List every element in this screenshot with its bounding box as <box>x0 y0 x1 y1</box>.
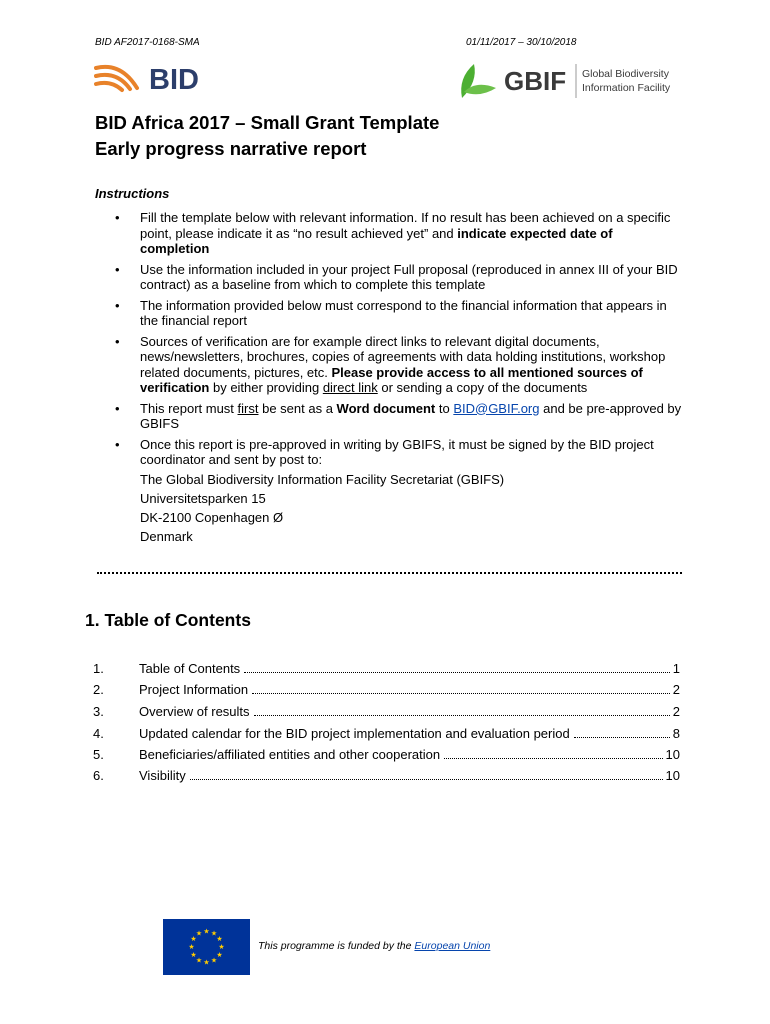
eu-flag <box>163 919 250 975</box>
toc-entry[interactable]: 2. Project Information 2 <box>93 682 680 697</box>
bid-logo <box>93 58 213 98</box>
svg-text:★: ★ <box>188 943 195 951</box>
svg-text:★: ★ <box>190 935 197 943</box>
gbif-logo-text: GBIF <box>504 66 567 96</box>
list-item: • Sources of verification are for example direct links to relevant digital documents, news/newsletters, brochures, copies of agreements with data holding institutions, workshop related documents, pictures, etc. Please provide access to all mentioned sources of verification by either providing direct link or sending a copy of the documents <box>115 333 666 395</box>
svg-text:★: ★ <box>195 929 203 938</box>
instructions-heading: Instructions <box>95 186 170 201</box>
reporting-period: 01/11/2017 – 30/10/2018 <box>466 37 577 48</box>
svg-text:★: ★ <box>216 951 223 959</box>
gbif-logo <box>456 58 678 104</box>
svg-text:★: ★ <box>203 958 210 967</box>
list-item: • The information provided below must correspond to the financial information that appears in the financial report <box>115 297 667 328</box>
european-union-link[interactable]: European Union <box>414 940 491 952</box>
svg-text:★: ★ <box>210 929 218 938</box>
bid-logo-text: BID <box>149 64 199 96</box>
toc-entry[interactable]: 5. Beneficiaries/affiliated entities and other cooperation 10 <box>93 747 680 762</box>
list-item: • This report must first be sent as a Word document to BID@GBIF.org and be pre-approved by GBIFS <box>115 400 682 431</box>
svg-text:★: ★ <box>195 956 203 965</box>
toc-heading: 1. Table of Contents <box>85 610 251 630</box>
toc-entry[interactable]: 3. Overview of results 2 <box>93 704 680 719</box>
instructions-list <box>95 210 685 551</box>
email-link[interactable]: BID@GBIF.org <box>453 400 540 416</box>
document-subtitle: Early progress narrative report <box>95 138 367 159</box>
list-item: • Once this report is pre-approved in writing by GBIFS, it must be signed by the BID project coordinator and sent by post to: The Global Biodiversity Information Facility Secretariat (GBIFS) Universitetsparken 15 DK-2100 Copenhagen Ø Denmark <box>95 437 685 546</box>
svg-text:★: ★ <box>203 927 210 936</box>
svg-text:★: ★ <box>216 935 223 943</box>
document-reference: BID AF2017-0168-SMA <box>95 37 200 48</box>
svg-text:★: ★ <box>218 943 225 951</box>
toc-entry[interactable]: 4. Updated calendar for the BID project implementation and evaluation period 8 <box>93 726 680 741</box>
gbif-logo-line1: Global Biodiversity <box>582 68 669 80</box>
toc-entry[interactable]: 1. Table of Contents 1 <box>93 661 680 676</box>
dotted-separator <box>97 572 682 578</box>
document-title: BID Africa 2017 – Small Grant Template <box>95 112 440 133</box>
svg-text:★: ★ <box>210 956 218 965</box>
list-item: • Fill the template below with relevant information. If no result has been achieved on a specific point, please indicate it as “no result achieved yet” and indicate expected date of completion <box>115 210 671 256</box>
list-item: • Use the information included in your project Full proposal (reproduced in annex III of your BID contract) as a baseline from which to complete this template <box>115 261 678 292</box>
postal-address: The Global Biodiversity Information Facility Secretariat (GBIFS) Universitetsparken 15 DK-2100 Copenhagen Ø Denmark <box>140 471 505 544</box>
funding-notice: This programme is funded by the European Union <box>258 940 491 952</box>
svg-text:★: ★ <box>190 951 197 959</box>
gbif-logo-line2: Information Facility <box>582 82 671 94</box>
toc-entry[interactable]: 6. Visibility 10 <box>93 768 680 783</box>
